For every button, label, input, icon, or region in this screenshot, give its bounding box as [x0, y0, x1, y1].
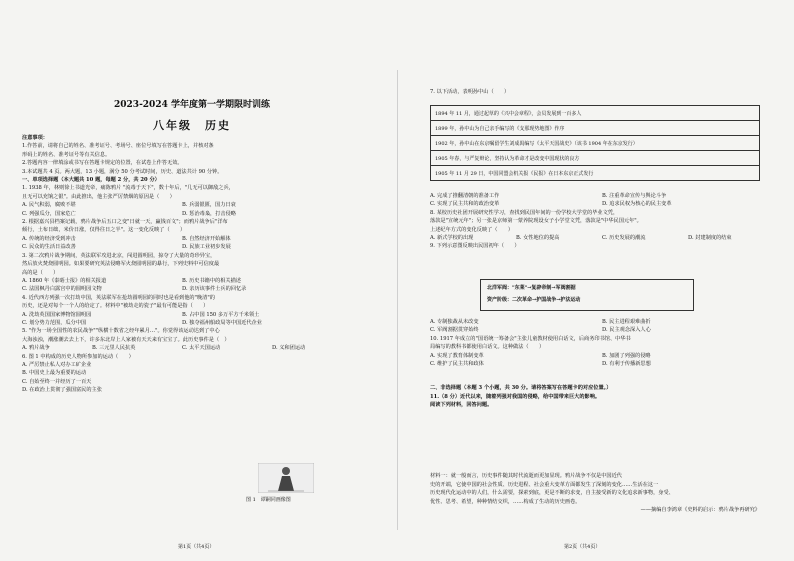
option: A. 专制独裁从未改变 — [430, 319, 479, 325]
table-row — [431, 106, 760, 121]
material-one — [430, 472, 770, 515]
option: C. 自始至终一并经历了一百天 — [22, 378, 92, 385]
question-1-text: 且无可以充饷之银"。由此推出，他主张严厉禁烟的原因是（ ） — [22, 193, 175, 200]
option: C. 法国枫丹白露宫中的圆明园文物 — [22, 286, 102, 293]
question-5-text: 5. "作为一场全国性的农民战争""纵横十数省之经年累月…"。你觉得该运动达到了中心 — [22, 328, 220, 335]
question-7-text: 7. 以下活动，表明孙中山（ ） — [430, 89, 510, 95]
option: A. 完成了推翻清朝的准备工作 — [430, 193, 500, 199]
page-footer: 第1页（共4页） — [178, 544, 215, 550]
option: C. 民众的生活日益改善 — [22, 244, 76, 251]
question-3-text: 3. 第二次鸦片战争期间，英法联军攻进北京，闯进圆明园，掠夺了大量的奇珍异宝， — [22, 252, 216, 259]
table-row — [431, 121, 760, 136]
material-line: 优性、思考、希望，种种情结交织，……构成了生动的历史画卷。 — [430, 498, 581, 505]
option: D. 义和团运动 — [272, 345, 306, 352]
option: B. 兵弱银匮，国力日衰 — [182, 202, 236, 209]
question-11-text: 11.（8 分）近代以来，随着列强对我国的侵略，给中国带来巨大的影响。 — [430, 393, 601, 400]
question-9-options — [430, 326, 776, 334]
page-two — [414, 0, 780, 561]
option: D. 惩治毒枭，打击侵略 — [182, 210, 236, 217]
question-1-options — [22, 201, 378, 209]
material-source: ——摘编自李鸿章《史料的启示：鸦片战争再研究》 — [640, 507, 760, 514]
option: D. 民主观念深入人心 — [602, 327, 651, 334]
question-5-options — [22, 344, 378, 352]
notes-block — [22, 134, 378, 395]
section-two-heading: 二、非选择题（本题 3 个小题，共 30 分。请将答案写在答题卡的对应位置。） — [430, 385, 612, 392]
question-1-options — [22, 210, 378, 218]
question-3-text: 高的是（ ） — [22, 269, 59, 276]
option: A. 民气积弱，腐败不堪 — [22, 202, 76, 209]
option: A. 1860 年《泰晤士报》的相关报道 — [22, 277, 107, 284]
material-line: 历史现代化运动中的人们，什么需要，探索到底，更是不断的求变，自主接受新的文化追求新事物，身受、 — [430, 490, 674, 497]
question-7-prompt — [430, 88, 770, 96]
option: D. 民族工业初步发展 — [182, 244, 231, 251]
question-1-text: 1. 1938 年，林则徐上书道光帝，痛陈鸦片 "流毒于天下"，数十年后，"几无可以御敌之兵， — [22, 185, 234, 192]
option: D. 追求民权为核心的民主变革 — [602, 201, 672, 208]
page-footer: 第2页（共4页） — [564, 544, 601, 550]
note-line: 2.答题内容一律填涂或书写在答题卡规定的位置，在试卷上作答无效。 — [22, 160, 183, 167]
exam-subtitle: 八年级 历史 — [153, 119, 231, 132]
question-10-options — [430, 360, 776, 368]
question-11-instruction: 阅读下列材料，回答问题。 — [430, 402, 493, 409]
note-line: 1.作答前，请将自己的姓名、准考证号、考场号、座位号填写在答题卡上，并核对条 — [22, 143, 214, 150]
diagram-line-warlords: 北洋军阀："东莱"→复辟帝制→军阀割据 — [487, 285, 576, 291]
table-row — [431, 151, 760, 166]
page-divider — [397, 70, 398, 530]
option: C. 太平天国运动 — [182, 345, 221, 352]
question-3-options — [22, 285, 378, 293]
option: B. 历史书籍中的相关描述 — [182, 277, 241, 284]
question-10-text: 局编写的教科书都使用白话文。这种做法（ ） — [430, 344, 545, 351]
question-8-text: 落款是"宣统元年"；另一张是京师第一蒙养院现设女子小学堂文凭，落款是"中华民国元年"。 — [430, 218, 642, 225]
note-line: 3.本试题共 4 页。两大题，13 小题，满分 50 分考试时间，历史、道法共计 90 分钟。 — [22, 168, 223, 175]
question-3-text: 然后放火焚烧圆明园。如果要研究英法侵略军火烧圆明园的暴行，下列史料中可信度最 — [22, 261, 220, 268]
option: D. 在政治上贯彻了强国富民的主张 — [22, 387, 102, 394]
option: B. 中国史上最为重要的运动 — [22, 370, 87, 377]
questions-7-9-block — [430, 192, 776, 251]
option: A. 传统的经济受到冲击 — [22, 235, 76, 242]
table-cell: 1894 年 11 月，通过起草的《兴中会章程》，会员发展到一百多人 — [431, 106, 760, 121]
table-cell: 1902 年，孙中山在东京嘱留学生刘成禺编写《太平天国战史》（该书 1904 年在东京发行） — [431, 136, 760, 151]
question-2-text: 2. 根据嘉兴县档案记载，鸦片战争后五口之变"日就一天，赢钱百文"；而鸦片战争后"洋布 — [22, 219, 228, 226]
table-row — [431, 166, 760, 181]
table-cell: 1905 年春，与严复辩论，坚持认为革命才是改变中国现状的良方 — [431, 151, 760, 166]
question-8-text: 8. 某校历史社团开展研究性学习，查找到民国年间的一份学校大学堂的毕业文凭， — [430, 209, 619, 216]
diagram-line-bourgeoisie: 资产阶级：二次革命→护国战争→护法运动 — [487, 297, 581, 303]
question-2-options — [22, 243, 378, 251]
option: D. 有利于传播新思想 — [602, 361, 651, 368]
portrait-figure — [258, 463, 314, 493]
material-line: 史的开端，它使中国的社会性质、历史进程、社会重大变革方面都发生了深刻的变化……生活在这一 — [430, 481, 659, 488]
option: C. 维护了民主共和政体 — [430, 361, 484, 368]
section-one-heading: 一、单项选择题（本大题共 10 题，每题 2 分，共 20 分） — [22, 177, 160, 184]
option: D. 独夺福州船政局等中国近代企业 — [182, 319, 262, 326]
material-line: 材料一：就一般而言，历史事件随其时代流逝而更加显现。鸦片战争不仅是中国近代 — [430, 473, 622, 479]
question-4-options — [22, 311, 378, 319]
option: C. 列强瓜分，国家危亡 — [22, 210, 76, 217]
option: B. 女性地位的提高 — [516, 235, 560, 242]
question-4-text: 4. 近代西方列强一次打劫中国，英法联军在抢劫圆明园的同时也是看到他的"晚清"的 — [22, 294, 215, 301]
option: B. 三元里人民抗英 — [92, 345, 136, 352]
option: B. 注重革命宣传与舆论斗争 — [602, 193, 667, 199]
question-10-text: 10. 1917 年成立的"国语统一筹备会"主张儿童教材使用白话文，后商务印书馆、中华书 — [430, 335, 631, 342]
question-2-options — [22, 235, 378, 243]
question-5-text: 大海浊浊，潮涨潮去去上下，许多东北岸上人家被有天天来有宝宝了。此历史事件是（ ） — [22, 336, 230, 343]
question-4-options — [22, 319, 378, 327]
option: D. 封建制度的结束 — [688, 235, 732, 242]
questions-9-11-block — [430, 318, 776, 410]
question-6-text: 6. 图 1 中构成的历史人物所参加的运动（ ） — [22, 353, 134, 360]
option: C. 实现了民主共和的政治变革 — [430, 201, 500, 208]
option: B. 加剧了列强的侵略 — [602, 352, 651, 359]
note-line: 形码上的姓名、准考证号等有关信息。 — [22, 151, 111, 158]
question-2-text: 倾行，土布日绌，米价日涨，仅得往日之半"。这一变化反映了（ ） — [22, 227, 186, 234]
question-9-diagram — [480, 279, 694, 311]
table-cell: 1905 年 11 月 29 日，中国同盟会机关报《民报》在日本东京正式发行 — [431, 166, 760, 181]
table-row — [431, 136, 760, 151]
question-9-text: 9. 下列示意图反映出民国初年（ ） — [430, 243, 520, 250]
question-9-options — [430, 318, 776, 326]
table-cell: 1899 年，孙中山为自己亲手编写的《支那现势地图》作序 — [431, 121, 760, 136]
option: B. 民主进程艰难曲折 — [602, 319, 651, 325]
question-3-options — [22, 277, 378, 285]
question-7-table — [430, 105, 760, 181]
option: A. 新式学校的出现 — [430, 235, 474, 242]
spacer — [430, 368, 776, 384]
option: B. 自然经济开始解体 — [182, 235, 231, 242]
option: A. 鸦片战争 — [22, 345, 50, 352]
question-8-text: 上述纪年方式的变化反映了（ ） — [430, 226, 514, 233]
option: C. 军阀割据贯穿始终 — [430, 327, 479, 334]
option: C. 划分势力范围，瓜分中国 — [22, 319, 87, 326]
option: B. 占中国 150 多万平方千米领土 — [182, 311, 260, 318]
option: A. 洗劫英国国家博物馆圆明园 — [22, 311, 92, 318]
question-7-options — [430, 192, 776, 200]
figure-caption: 图 1 谭嗣同画像图 — [246, 497, 291, 503]
page-one — [22, 0, 380, 561]
question-10-options — [430, 352, 776, 360]
notes-heading: 注意事项： — [22, 135, 48, 141]
exam-title: 2023-2024 学年度第一学期限时训练 — [114, 100, 270, 110]
option: A. 严厉禁止私人对办工矿企业 — [22, 361, 92, 368]
option: D. 亲历该事件士兵的回忆录 — [182, 286, 247, 293]
question-7-options — [430, 200, 776, 208]
question-8-options — [430, 234, 776, 242]
question-4-text: 历史，还是对每个一个人的给定了。材料中"被劫走的瓷子"最有可能是指（ ） — [22, 303, 209, 310]
option: A. 实现了教育体制变革 — [430, 352, 484, 359]
option: C. 历史发展的潮流 — [602, 235, 646, 242]
